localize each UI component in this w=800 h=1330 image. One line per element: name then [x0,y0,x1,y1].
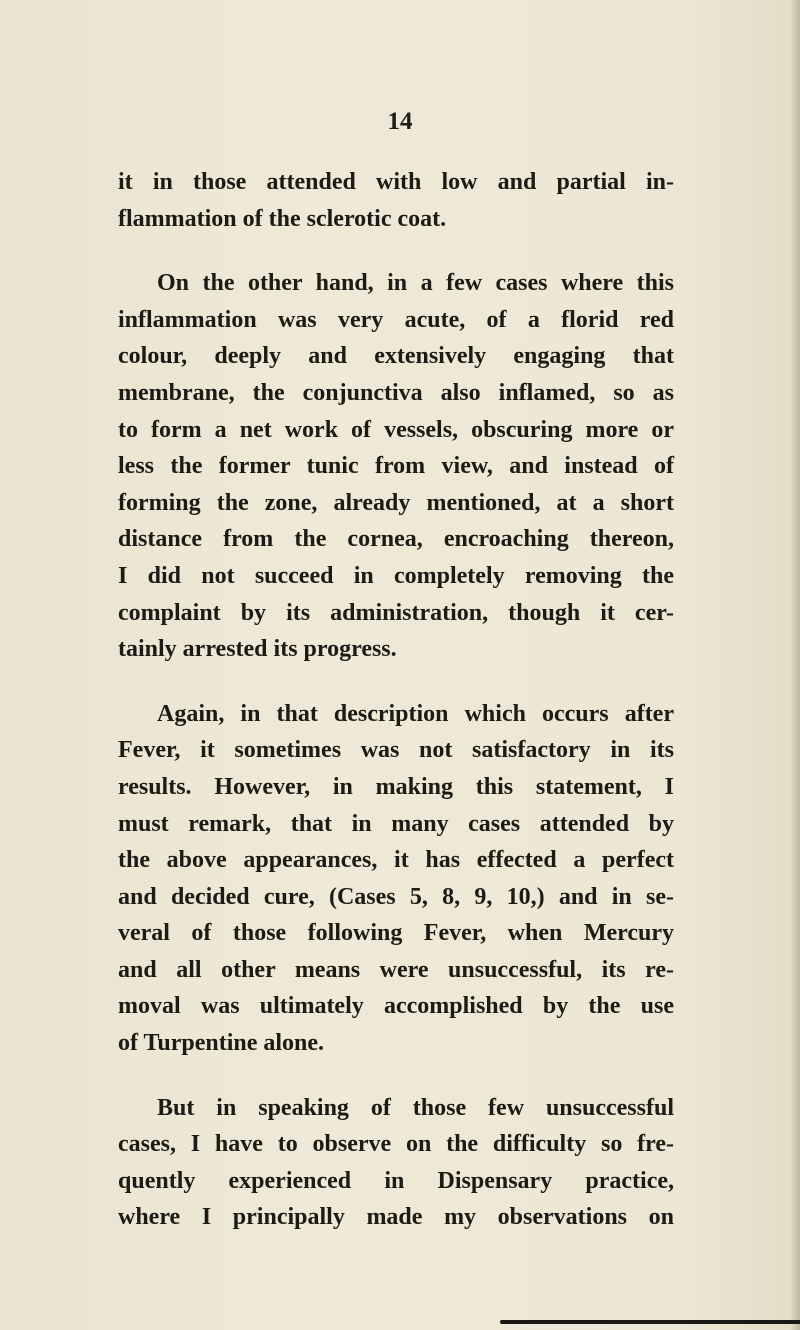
text-line: results. However, in making this statement, I [118,773,674,800]
text-line: to form a net work of vessels, obscuring more or [118,416,674,443]
text-line: and decided cure, (Cases 5, 8, 9, 10,) and in se- [118,883,674,910]
text-line: must remark, that in many cases attended by [118,810,674,837]
paragraph-1 [118,164,674,237]
text-line: I did not succeed in completely removing the [118,562,674,589]
page-bottom-rule [500,1320,800,1324]
text-line: distance from the cornea, encroaching thereon, [118,526,674,553]
text-line: less the former tunic from view, and instead of [118,453,674,480]
text-line: colour, deeply and extensively engaging that [118,343,674,370]
text-line: But in speaking of those few unsuccessful [157,1094,674,1121]
text-line: membrane, the conjunctiva also inflamed, so as [118,379,674,406]
text-line: where I principally made my observations on [118,1204,674,1231]
page-edge-shadow [790,0,800,1330]
page-number: 14 [387,108,413,135]
text-line: forming the zone, already mentioned, at a short [118,489,674,516]
paragraph-2 [118,265,674,668]
text-line: Again, in that description which occurs after [157,700,674,727]
paragraph-4 [118,1090,674,1236]
body-text [118,164,674,1236]
text-line: inflammation was very acute, of a florid red [118,306,674,333]
text-line: flammation of the sclerotic coat. [118,205,447,232]
text-line: of Turpentine alone. [118,1030,325,1057]
text-line: On the other hand, in a few cases where this [157,270,674,297]
text-line: complaint by its administration, though it cer- [118,599,674,626]
text-line: it in those attended with low and partial in- [118,169,674,195]
text-line: veral of those following Fever, when Mercury [118,920,674,947]
paragraph-3 [118,696,674,1062]
text-line: cases, I have to observe on the difficulty so fre- [118,1131,674,1158]
text-line: moval was ultimately accomplished by the use [118,993,674,1020]
text-line: tainly arrested its progress. [118,636,397,663]
text-line: and all other means were unsuccessful, its re- [118,956,674,983]
text-line: the above appearances, it has effected a perfect [118,847,674,874]
text-line: Fever, it sometimes was not satisfactory in its [118,737,674,764]
text-line: quently experienced in Dispensary practice, [118,1167,674,1194]
